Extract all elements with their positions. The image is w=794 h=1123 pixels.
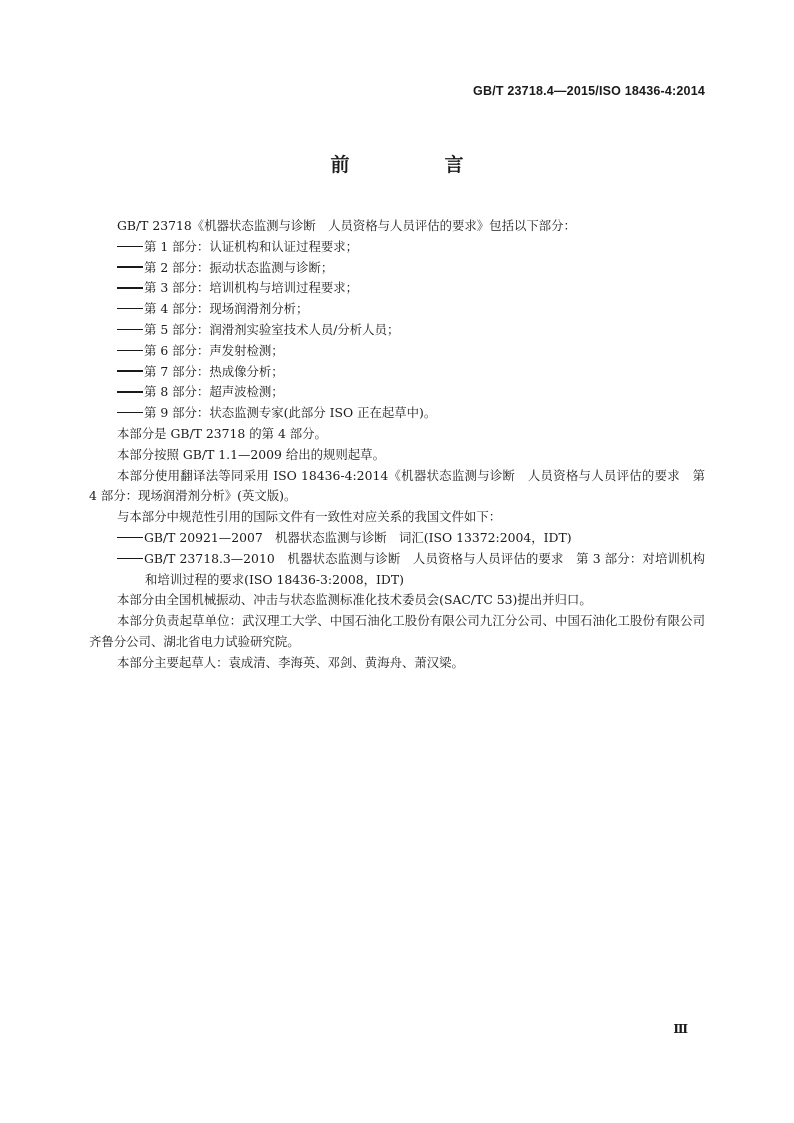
foreword-body — [89, 216, 705, 674]
part-list-item — [89, 237, 705, 258]
part-text: 第 9 部分：状态监测专家(此部分 ISO 正在起草中)。 — [144, 405, 437, 421]
part-list-item — [89, 403, 705, 424]
em-dash-marker — [117, 266, 143, 267]
standard-code-header: GB/T 23718.4—2015/ISO 18436-4:2014 — [473, 84, 705, 98]
part-list-item — [89, 341, 705, 362]
em-dash-marker — [117, 391, 143, 392]
part-text: 第 3 部分：培训机构与培训过程要求； — [144, 280, 359, 296]
reference-list-item — [89, 528, 705, 549]
em-dash-marker — [117, 350, 143, 351]
page-title: 前 言 — [330, 154, 502, 176]
reference-list-item — [89, 549, 705, 591]
part-text: 第 8 部分：超声波检测； — [144, 384, 284, 400]
drafting-rules-statement: 本部分按照 GB/T 1.1—2009 给出的规则起草。 — [117, 446, 385, 462]
part-text: 第 6 部分：声发射检测； — [144, 342, 284, 358]
part-text: 第 1 部分：认证机构和认证过程要求； — [144, 238, 359, 254]
em-dash-marker — [117, 537, 143, 538]
em-dash-marker — [117, 246, 143, 247]
page-number: Ⅲ — [673, 1022, 688, 1036]
part-text: 第 4 部分：现场润滑剂分析； — [144, 301, 309, 317]
em-dash-marker — [117, 370, 143, 371]
part-list-item — [89, 299, 705, 320]
reference-text: GB/T 23718.3—2010 机器状态监测与诊断 人员资格与人员评估的要求 第 3 部分：对培训机构和培训过程的要求(ISO 18436-3:2008，IDT) — [144, 550, 705, 587]
part-text: 第 7 部分：热成像分析； — [144, 363, 284, 379]
correspondence-intro: 与本部分中规范性引用的国际文件有一致性对应关系的我国文件如下： — [117, 509, 502, 525]
drafting-units-statement: 本部分负责起草单位：武汉理工大学、中国石油化工股份有限公司九江分公司、中国石油化工股份有限公司齐鲁分公司、湖北省电力试验研究院。 — [89, 613, 705, 649]
em-dash-marker — [117, 287, 143, 288]
part-of-statement: 本部分是 GB/T 23718 的第 4 部分。 — [117, 425, 327, 441]
em-dash-marker — [117, 308, 143, 309]
translation-statement: 本部分使用翻译法等同采用 ISO 18436-4:2014《机器状态监测与诊断 人员资格与人员评估的要求 第 4 部分：现场润滑剂分析》(英文版)。 — [89, 467, 705, 504]
reference-text: GB/T 20921—2007 机器状态监测与诊断 词汇(ISO 13372:2004，IDT) — [144, 529, 572, 545]
drafters-statement: 本部分主要起草人：袁成清、李海英、邓剑、黄海舟、萧汉梁。 — [117, 654, 464, 670]
part-text: 第 2 部分：振动状态监测与诊断； — [144, 259, 334, 275]
part-text: 第 5 部分：润滑剂实验室技术人员/分析人员； — [144, 321, 400, 337]
part-list-item — [89, 258, 705, 279]
part-list-item — [89, 382, 705, 403]
proposed-by-statement: 本部分由全国机械振动、冲击与状态监测标准化技术委员会(SAC/TC 53)提出并归口。 — [117, 592, 592, 608]
part-list-item — [89, 362, 705, 383]
em-dash-marker — [117, 558, 143, 559]
part-list-item — [89, 320, 705, 341]
em-dash-marker — [117, 412, 143, 413]
intro-paragraph: GB/T 23718《机器状态监测与诊断 人员资格与人员评估的要求》包括以下部分： — [117, 218, 576, 233]
part-list-item — [89, 278, 705, 299]
em-dash-marker — [117, 329, 143, 330]
